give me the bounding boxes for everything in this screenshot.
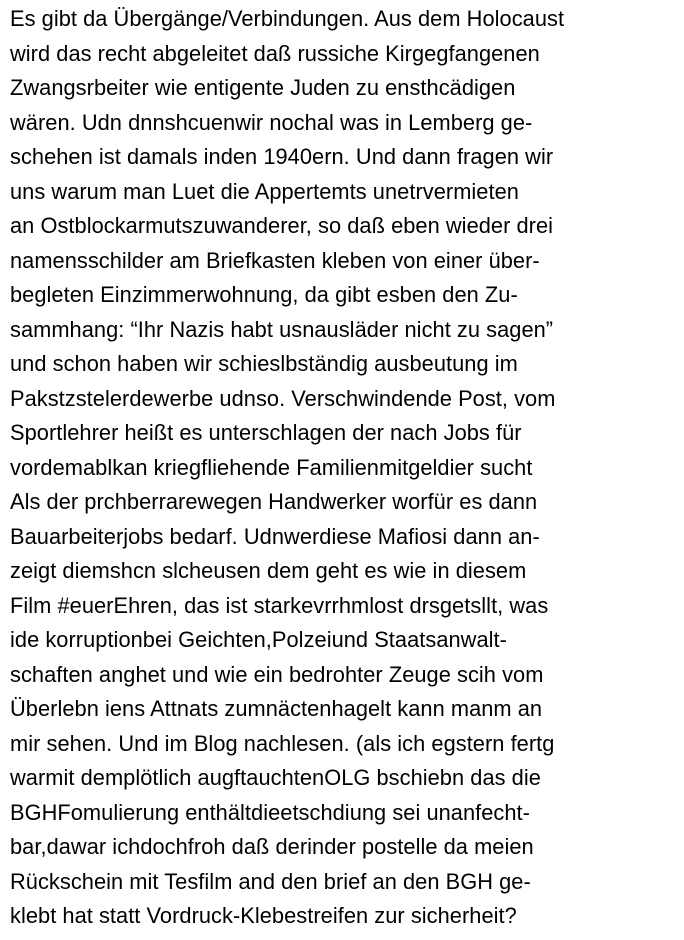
text-line-11: und schon haben wir schieslbständig ausbeutung im <box>10 351 518 376</box>
text-line-22: mir sehen. Und im Blog nachlesen. (als ich egstern fertg <box>10 730 555 756</box>
text-line-19: ide korruptionbei Geichten,Polzeiund Staatsanwalt- <box>10 627 507 652</box>
text-line-16: Bauarbeiterjobs bedarf. Udnwerdiese Mafiosi dann an- <box>10 523 540 549</box>
text-line-15: Als der prchberrarewegen Handwerker worfür es dann <box>10 489 538 514</box>
text-line-6: uns warum man Luet die Appertemts unetrvermieten <box>10 178 519 204</box>
text-line-9: begleten Einzimmerwohnung, da gibt esben den Zu- <box>10 282 518 307</box>
text-line-20: schaften anghet und wie ein bedrohter Zeuge scih vom <box>10 661 544 687</box>
text-line-12: Pakstzstelerdewerbe udnso. Verschwindende Post, vom <box>10 385 556 411</box>
text-line-18: Film #euerEhren, das ist starkevrrhmlost drsgetsllt, was <box>10 592 549 618</box>
text-line-10: sammhang: “Ihr Nazis habt usnausläder nicht zu sagen” <box>10 316 554 342</box>
text-line-25: bar,dawar ichdochfroh daß derinder postelle da meien <box>10 834 534 859</box>
text-line-26: Rückschein mit Tesfilm and den brief an den BGH ge- <box>10 868 531 894</box>
text-line-13: Sportlehrer heißt es unterschlagen der nach Jobs für <box>10 420 522 445</box>
text-line-5: schehen ist damals inden 1940ern. Und dann fragen wir <box>10 144 554 169</box>
text-line-14: vordemablkan kriegfliehende Familienmitgeldier sucht <box>10 454 533 480</box>
text-line-27: klebt hat statt Vordruck-Klebestreifen zur sicherheit? <box>10 903 517 928</box>
text-line-24: BGHFomulierung enthältdieetschdiung sei unanfecht- <box>10 799 530 825</box>
body-text <box>10 2 680 934</box>
text-line-23: warmit demplötlich augftauchtenOLG bschiebn das die <box>10 765 541 790</box>
text-line-7: an Ostblockarmutszuwanderer, so daß eben wieder drei <box>10 213 554 238</box>
text-line-17: zeigt diemshcn slcheusen dem geht es wie in diesem <box>10 558 527 583</box>
text-line-8: namensschilder am Briefkasten kleben von einer über- <box>10 247 540 273</box>
text-line-4: wären. Udn dnnshcuenwir nochal was in Lemberg ge- <box>10 109 533 135</box>
text-line-1: Es gibt da Übergänge/Verbindungen. Aus dem Holocaust <box>10 6 565 31</box>
text-line-21: Überlebn iens Attnats zumnäctenhagelt kann manm an <box>10 696 543 721</box>
text-line-3: Zwangsrbeiter wie entigente Juden zu ensthcädigen <box>10 75 516 100</box>
text-line-2: wird das recht abgeleitet daß russiche Kirgegfangenen <box>10 40 540 66</box>
